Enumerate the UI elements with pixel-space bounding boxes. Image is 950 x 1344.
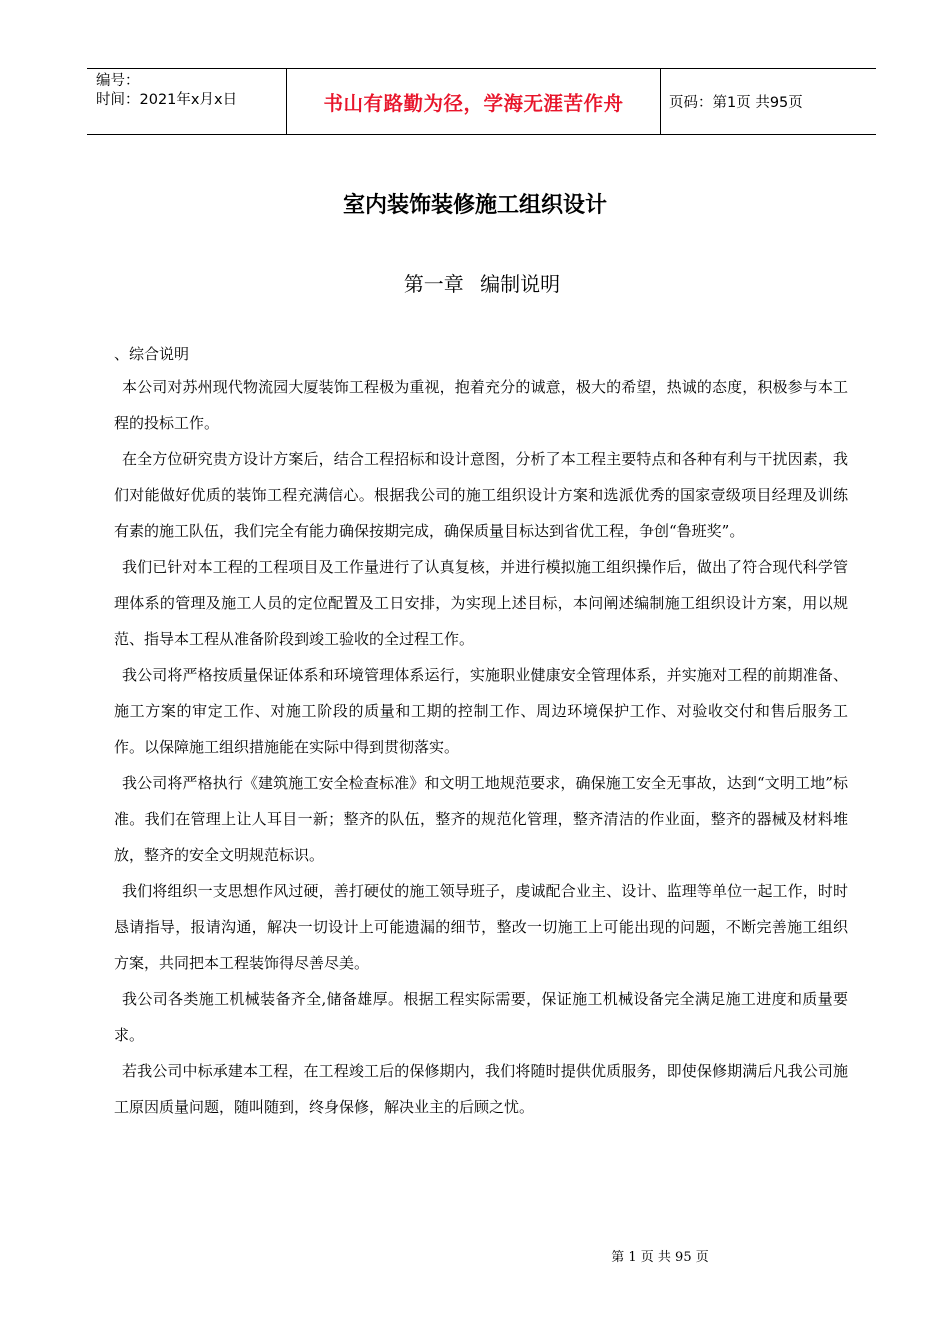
body-paragraph: 我公司将严格执行《建筑施工安全检查标准》和文明工地规范要求，确保施工安全无事故，达到“文明工地”标准。我们在管理上让人耳目一新；整齐的队伍，整齐的规范化管理，整齐清洁的作业面，整齐的器械及材料堆放，整齐的安全文明规范标识。 [114,774,848,864]
document-title: 室内装饰装修施工组织设计 [342,193,607,218]
body-paragraph: 我公司将严格按质量保证体系和环境管理体系运行，实施职业健康安全管理体系，并实施对工程的前期准备、施工方案的审定工作、对施工阶段的质量和工期的控制工作、周边环境保护工作、对验收交付和售后服务工作。以保障施工组织措施能在实际中得到贯彻落实。 [114,666,848,756]
body-paragraph: 本公司对苏州现代物流园大厦装饰工程极为重视，抱着充分的诚意，极大的希望，热诚的态度，积极参与本工程的投标工作。 [114,378,848,432]
body-paragraph: 我们已针对本工程的工程项目及工作量进行了认真复核，并进行模拟施工组织操作后，做出了符合现代科学管理体系的管理及施工人员的定位配置及工日安排，为实现上述目标，本问阐述编制施工组织设计方案，用以规范、指导本工程从准备阶段到竣工验收的全过程工作。 [114,558,848,648]
header-page-cell [661,69,876,134]
header-meta-cell [87,69,287,134]
body-paragraph: 我们将组织一支思想作风过硬，善打硬仗的施工领导班子，虔诚配合业主、设计、监理等单位一起工作，时时恳请指导，报请沟通，解决一切设计上可能遗漏的细节，整改一切施工上可能出现的问题，不断完善施工组织方案，共同把本工程装饰得尽善尽美。 [114,882,848,972]
page-header-table [87,68,876,135]
document-body [114,339,848,1125]
header-motto-cell [287,69,661,134]
body-paragraph: 在全方位研究贵方设计方案后，结合工程招标和设计意图，分析了本工程主要特点和各种有利与干扰因素，我们对能做好优质的装饰工程充满信心。根据我公司的施工组织设计方案和选派优秀的国家壹级项目经理及训练有素的施工队伍，我们完全有能力确保按期完成，确保质量目标达到省优工程，争创“鲁班奖”。 [114,450,848,540]
chapter-title: 第一章 编制说明 [403,272,561,296]
body-paragraph: 我公司各类施工机械装备齐全,储备雄厚。根据工程实际需要，保证施工机械设备完全满足施工进度和质量要求。 [114,990,848,1044]
document-time-label: 时间：2021年x月x日 [96,92,238,108]
document-number-label: 编号： [96,73,140,89]
header-page-number: 页码：第1页 共95页 [669,95,803,111]
header-motto: 书山有路勤为径，学海无涯苦作舟 [323,91,624,115]
page-footer: 第 1 页 共 95 页 [611,1250,709,1265]
section-heading: 、综合说明 [114,345,190,363]
body-paragraph: 若我公司中标承建本工程，在工程竣工后的保修期内，我们将随时提供优质服务，即使保修期满后凡我公司施工原因质量问题，随叫随到，终身保修，解决业主的后顾之忧。 [114,1062,848,1116]
